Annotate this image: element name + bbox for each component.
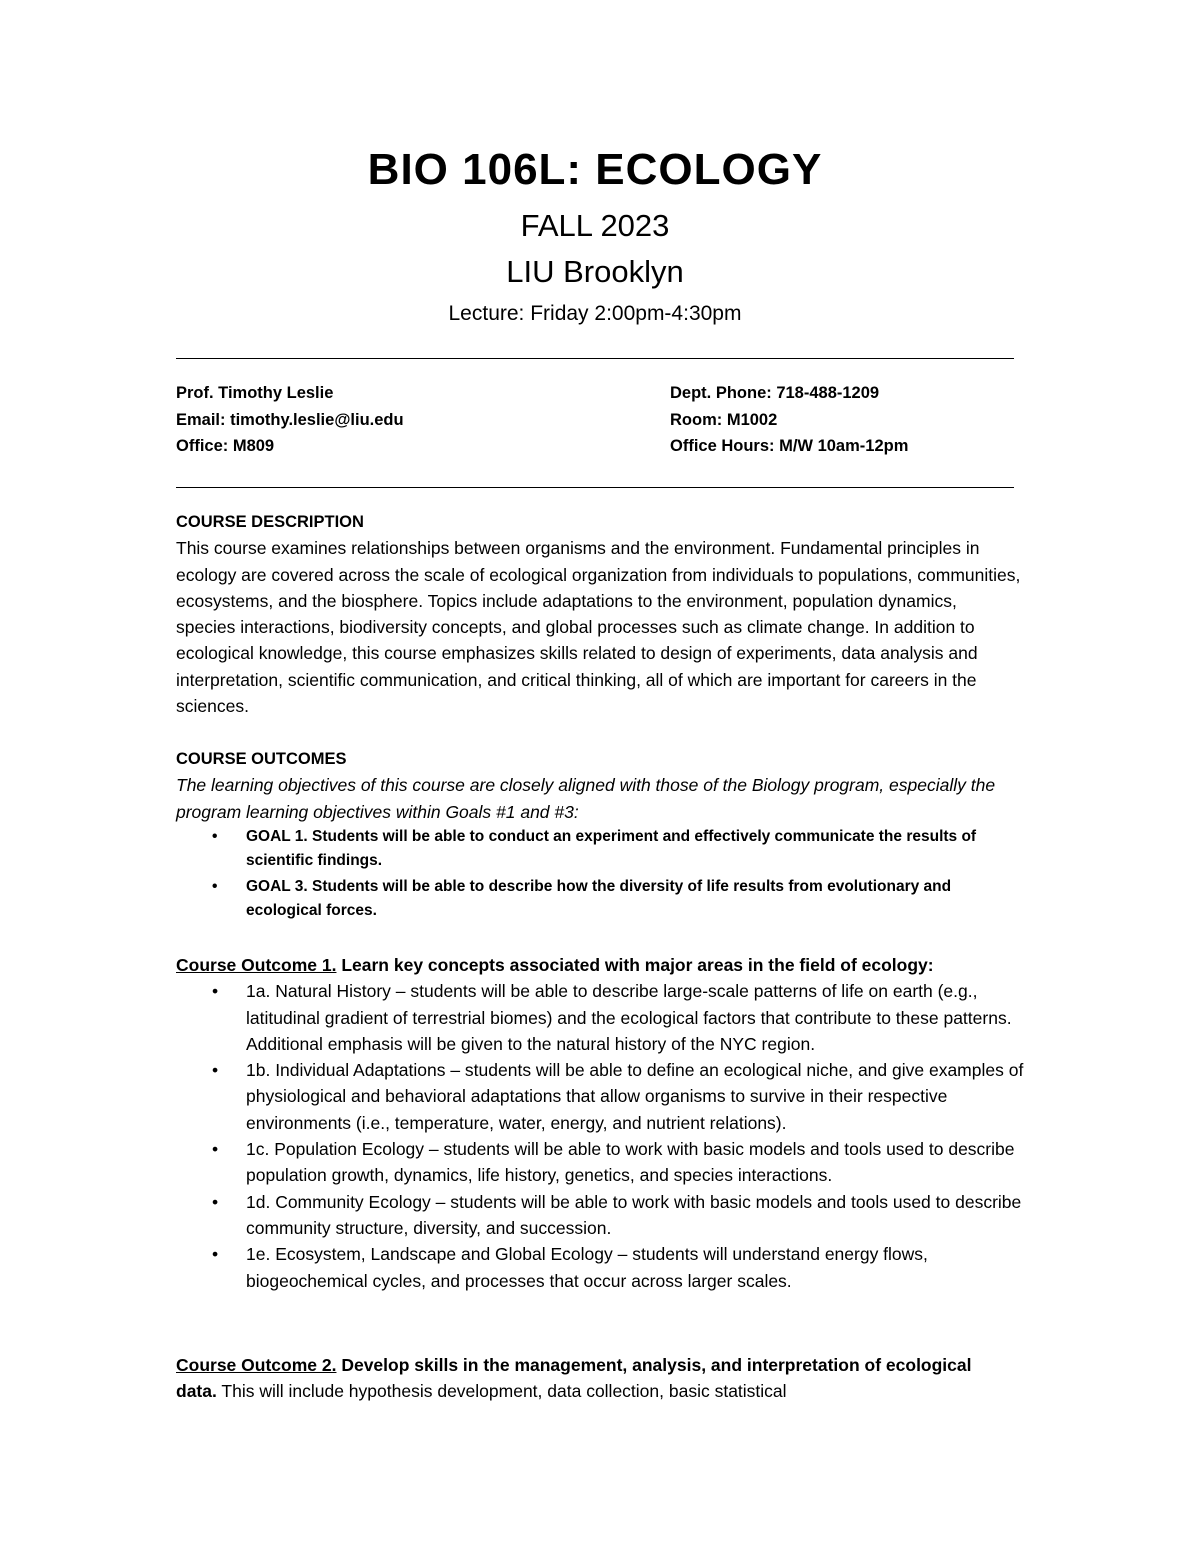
bullet-icon: • [212,981,219,1002]
course-description-section [176,509,1026,719]
list-item: • GOAL 3. Students will be able to describe how the diversity of life results from evolutionary and ecological forces. [176,875,1026,923]
bullet-icon: • [212,827,218,845]
bullet-icon: • [212,1139,219,1160]
list-item: • GOAL 1. Students will be able to conduct an experiment and effectively communicate the results of scientific findings. [176,825,1026,873]
room: Room: M1002 [670,410,778,429]
course-term: FALL 2023 [520,208,670,243]
course-outcome-1-title: Learn key concepts associated with major areas in the field of ecology: [336,955,934,975]
course-outcome-1-heading [176,952,1026,978]
course-campus: LIU Brooklyn [506,254,684,289]
dept-phone: Dept. Phone: 718-488-1209 [670,384,880,402]
outcome-1-list [176,978,1026,1294]
instructor-info [176,380,404,460]
professor-name: Prof. Timothy Leslie [176,384,334,402]
divider-bottom [176,487,1014,488]
course-outcomes-heading: COURSE OUTCOMES [176,750,347,768]
professor-office: Office: M809 [176,437,275,455]
course-outcomes-section [176,746,1026,923]
office-hours: Office Hours: M/W 10am-12pm [670,437,909,455]
course-description-heading: COURSE DESCRIPTION [176,513,364,531]
bullet-icon: • [212,1191,219,1212]
list-item: • 1b. Individual Adaptations – students will be able to define an ecological niche, and give examples of physiological and behavioral adaptations that allow organisms to survive in their respective environments (i.e., temperature, water, energy, and nutrient relations). [176,1057,1026,1136]
list-item: • 1e. Ecosystem, Landscape and Global Ecology – students will understand energy flows, biogeochemical cycles, and processes that occur across larger scales. [176,1241,1026,1294]
course-outcomes-intro: The learning objectives of this course are closely aligned with those of the Biology program, especially the program learning objectives within Goals #1 and #3: [176,775,996,822]
list-item: • 1d. Community Ecology – students will be able to work with basic models and tools used to describe community structure, diversity, and succession. [176,1189,1026,1242]
course-title: BIO 106L: ECOLOGY [367,145,823,194]
course-outcome-2-label: Course Outcome 2. [176,1355,337,1375]
course-outcome-2-title: Develop skills in the management, analysis, and interpretation of ecological data. [176,1355,972,1402]
goal-list [176,825,1026,923]
professor-email: Email: timothy.leslie@liu.edu [176,410,404,429]
department-info [670,380,908,460]
bullet-icon: • [212,1244,219,1265]
course-outcome-1-label: Course Outcome 1. [176,955,337,975]
course-description-text: This course examines relationships between organisms and the environment. Fundamental principles in ecology are covered across the scale of ecological organization from individuals to populations, communities, ecosystems, and the biosphere. Topics include adaptations to the environment, population dynamics, species interactions, biodiversity concepts, and global processes such as climate change. In addition to ecological knowledge, this course emphasizes skills related to design of experiments, data analysis and interpretation, scientific communication, and critical thinking, all of which are important for careers in the sciences. [176,538,1021,717]
bullet-icon: • [212,877,218,895]
divider-top [176,358,1014,359]
course-outcome-2-text: This will include hypothesis development, data collection, basic statistical [216,1381,787,1402]
course-outcome-1-section [176,952,1026,1294]
course-outcome-2-section [176,1352,976,1405]
list-item: • 1c. Population Ecology – students will be able to work with basic models and tools used to describe population growth, dynamics, life history, genetics, and species interactions. [176,1136,1026,1189]
lecture-time: Lecture: Friday 2:00pm-4:30pm [448,302,742,325]
bullet-icon: • [212,1060,219,1081]
list-item: • 1a. Natural History – students will be able to describe large-scale patterns of life on earth (e.g., latitudinal gradient of terrestrial biomes) and the ecological factors that contribute to these patterns. Additional emphasis will be given to the natural history of the NYC region. [176,978,1026,1057]
